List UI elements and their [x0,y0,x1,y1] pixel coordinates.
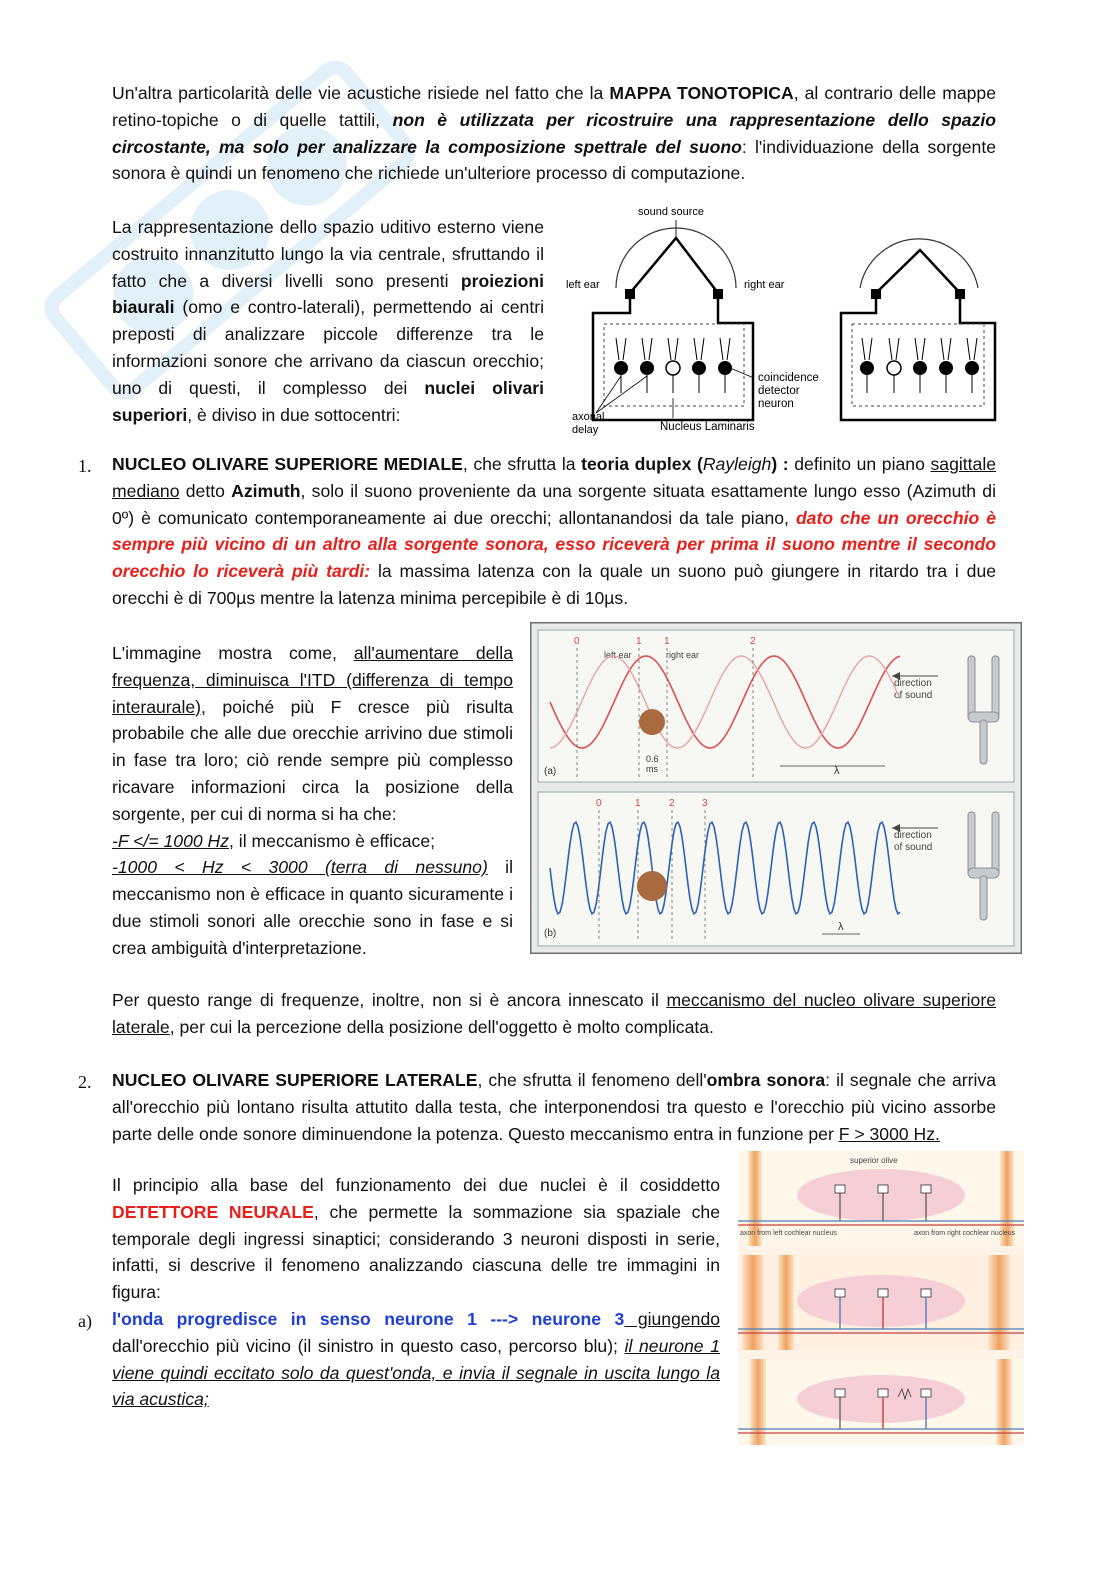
fig2-direction-label-1: direction [894,678,932,689]
fig2-b-tick: 3 [702,798,708,809]
fig2-a-tick: 1 [636,636,642,647]
intro-paragraph [112,80,996,187]
text-run: il meccanismo non è efficace in quanto sicuramente i due stimoli sonori alle orecchie sono in fase e si crea ambiguità d'interpretazione. [112,857,513,958]
fig2-a-tick: 2 [750,636,756,647]
text-run: Per questo range di frequenze, inoltre, non si è ancora innescato il [112,990,667,1010]
spatial-representation-paragraph [112,214,544,428]
text-run: dall'orecchio più vicino (il sinistro in questo caso, percorso blu); [112,1335,625,1356]
nucleo-laterale-paragraph [112,1067,996,1147]
text-run: , che sfrutta la [462,454,582,474]
term-nuclei-olivari: nuclei olivari superiori [112,377,545,425]
list-number-1: 1. [78,456,92,476]
text-run: Il principio alla base del funzionamento dei due nuclei è il cosiddetto [112,1175,720,1195]
fig2-direction-label-2: of sound [894,690,933,701]
blue-emphasis-run: l'onda progredisce in senso neurone 1 ---> neurone 3 [112,1309,625,1329]
red-emphasis-run: dato che un orecchio è sempre più vicino di un altro alla sorgente sonora, esso riceverà per prima il suono mentre il secondo orecchio lo riceverà più tardi: [112,507,996,582]
fig2-panel-b-label: (b) [544,928,557,939]
fig3-left-axon-label: axon from left cochlear nucleus [740,1230,837,1237]
fig3-right-axon-label: axon from right cochlear nucleus [914,1230,1016,1237]
fig2-direction-label-2: of sound [894,842,933,853]
superior-olive-figure [738,1151,1024,1445]
fig2-b-tick: 1 [635,798,641,809]
olive-panel-1 [738,1151,1024,1246]
itd-paragraph [112,640,513,962]
fig1-coincidence-label-2: detector [758,385,800,397]
term-ombra-sonora: ombra sonora [706,1070,826,1090]
underlined-run: meccanismo del nucleo olivare superiore laterale [112,990,996,1037]
fig2-a-tick: 0 [574,636,580,647]
head-icon [637,871,667,901]
fig2-panel-a-label: (a) [544,766,557,777]
fig2-left-ear-label: left ear [604,650,632,660]
fig2-lambda-a: λ [834,765,840,777]
fig1-right-ear-label: right ear [744,279,785,291]
heading-nucleo-mediale: NUCLEO OLIVARE SUPERIORE MEDIALE [112,454,463,474]
text-run: , che sfrutta il fenomeno dell' [477,1070,707,1090]
text-run: , al contrario delle mappe retino-topiche o di quelle tattili, [112,83,996,130]
term-mappa-tonotopica: MAPPA TONOTOPICA [609,83,794,103]
fig2-ms-value: 0.6 [646,754,659,764]
text-run: : il segnale che arriva all'orecchio più lontano risulta attutito dalla testa, che interponendosi tra questo e l'orecchio più vicino assorbe parte delle onde sonore diminuendone la potenza. Questo meccanismo entra in funzione per [112,1070,997,1144]
fig2-ms-unit: ms [646,764,658,774]
head-icon [639,709,665,735]
heading-nucleo-laterale: NUCLEO OLIVARE SUPERIORE LATERALE [112,1070,478,1090]
text-run: la massima latenza con la quale un suono può giungere in ritardo tra i due orecchi è di 700µs mentre la latenza minima percepibile è di 10µs. [112,561,997,608]
fig1-axonal-label-2: delay [572,424,599,436]
fig1-coincidence-label-3: neuron [758,398,794,410]
wave-progression-paragraph [112,1306,720,1413]
text-run: Un'altra particolarità delle vie acustiche risiede nel fatto che la [112,83,610,103]
text-run: L'immagine mostra come, [112,643,354,663]
term-teoria-duplex: teoria duplex ( [581,454,703,474]
text-run: ) : [771,454,789,474]
underlined-run: giungendo [624,1309,721,1329]
text-run: : l'individuazione della sorgente sonora è quindi un fenomeno che richiede un'ulteriore processo di computazione. [112,136,996,184]
fig1-axonal-label-1: axonal [572,411,605,423]
term-detettore-neurale: DETETTORE NEURALE [112,1201,314,1222]
underlined-italic-run: il neurone 1 viene quindi eccitato solo da quest'onda, e invia il segnale in uscita lungo la via acustica; [112,1335,720,1410]
olive-panel-2 [738,1255,1024,1350]
underlined-run: all'aumentare della frequenza, diminuisca l'ITD (differenza di tempo interaurale) [112,643,513,717]
fig3-title: superior olive [850,1156,898,1165]
fig2-b-tick: 2 [669,798,675,809]
fig1-left-ear-label: left ear [566,279,600,291]
text-run: , che permette la sommazione sia spaziale che temporale degli ingressi sinaptici; considerando 3 neuroni disposti in serie, infatti, si descrive il fenomeno analizzando ciascuna delle tre immagini in figura: [112,1201,720,1303]
fig2-b-tick: 0 [596,798,602,809]
text-run: , solo il suono proveniente da una sorgente situata esattamente lungo esso (Azimuth di 0º) è comunicato contemporaneamente ai due orecchi; allontanandosi da tale piano, [112,480,996,528]
frequency-range-mid: -1000 < Hz < 3000 (terra di nessuno) [112,857,488,878]
fig2-direction-label-1: direction [894,830,932,841]
fig2-right-ear-label: right ear [666,650,700,660]
list-number-2: 2. [78,1072,92,1092]
olive-panel-3 [738,1359,1024,1445]
text-run: (omo e contro-laterali), permettendo ai centri preposti di analizzare piccole differenze tra le informazioni sonore che arrivano da ciascun orecchio; uno di questi, il complesso dei [112,297,544,398]
fig1-nucleus-laminaris-label: Nucleus Laminaris [660,421,755,433]
coincidence-detector-figure [558,198,1004,440]
fig1-sound-source-label: sound source [638,206,705,218]
text-run: , il meccanismo è efficace; [229,830,436,851]
text-run: definito un piano [788,454,931,474]
term-azimuth: Azimuth [231,480,301,501]
itd-waves-figure [530,622,1022,954]
underlined-run: sagittale mediano [112,454,997,501]
frequency-range-low: -F </= 1000 Hz [112,830,230,851]
term-proiezioni-biaurali: proiezioni biaurali [112,270,544,318]
text-run: La rappresentazione dello spazio uditivo esterno viene costruito innanzitutto lungo la via centrale, sfruttando il fatto che a diversi livelli sono presenti [112,217,544,291]
emphasis-run: non è utilizzata per ricostruire una rappresentazione dello spazio circostante, ma solo per analizzare la composizione spettrale del suono [112,109,997,157]
list-letter-a: a) [78,1311,92,1331]
fig2-a-tick: 1 [664,636,670,647]
detettore-neurale-paragraph [112,1172,720,1306]
lateral-range-paragraph [112,987,996,1041]
fig2-lambda-b: λ [838,921,844,933]
text-run: , poiché più F cresce più risulta probabile che alle due orecchie arrivino due stimoli in fase tra loro; ciò rende sempre più complesso ricavare informazioni circa la posizione della sorgente, per cui di norma si ha che: [112,696,513,824]
text-run: , per cui la percezione della posizione dell'oggetto è molto complicata. [169,1016,714,1037]
fig1-coincidence-label-1: coincidence [758,372,819,384]
text-run: detto [179,480,232,501]
text-run: , è diviso in due sottocentri: [187,404,401,425]
underlined-run: F > 3000 Hz. [838,1123,940,1144]
nucleo-mediale-paragraph [112,451,996,612]
term-rayleigh: Rayleigh [702,454,772,474]
